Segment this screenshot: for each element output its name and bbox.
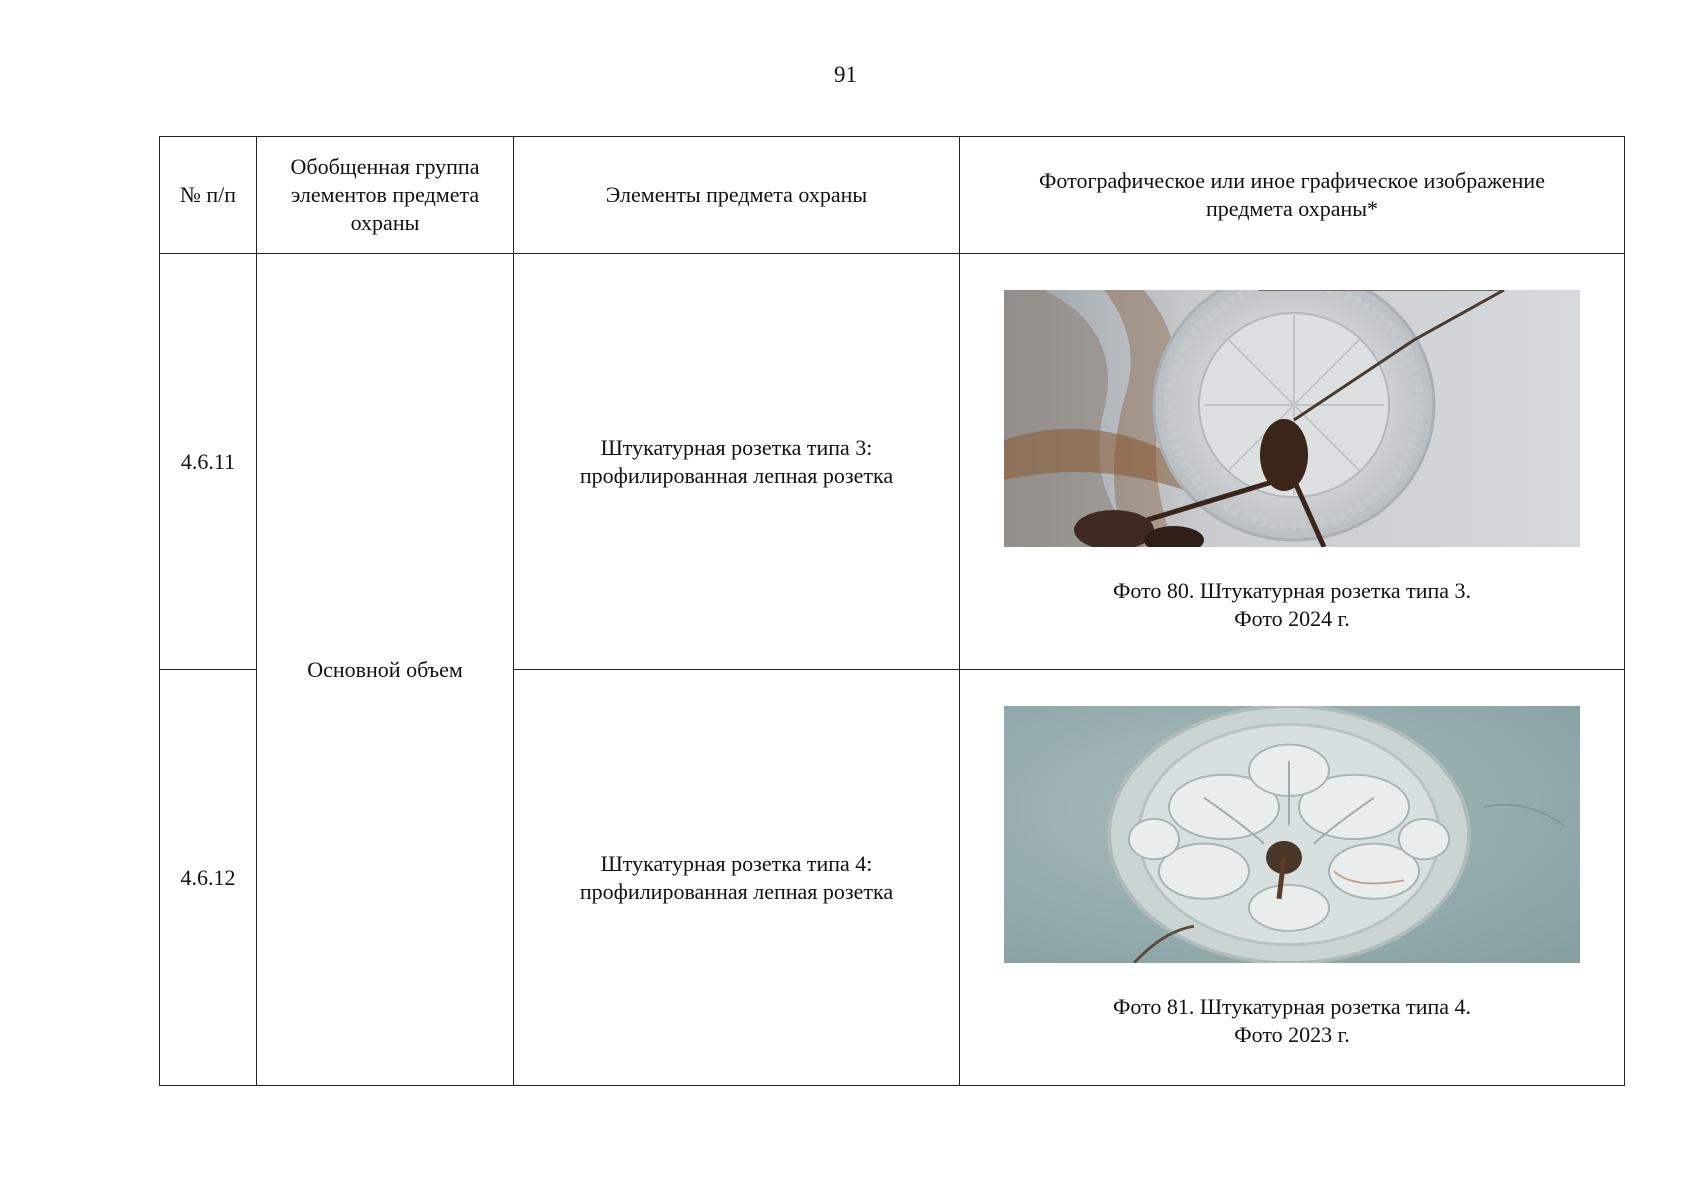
table-row xyxy=(160,254,1625,670)
photo-cell xyxy=(960,254,1625,670)
photo-rosette-type-3 xyxy=(1004,290,1580,547)
table-header-row xyxy=(160,137,1625,254)
header-image: Фотографическое или иное графическое изображение предмета охраны* xyxy=(960,137,1625,254)
photo-rosette-type-4 xyxy=(1004,706,1580,963)
photo-cell xyxy=(960,670,1625,1086)
header-elements: Элементы предмета охраны xyxy=(514,137,960,254)
page-number: 91 xyxy=(834,62,857,87)
row-num: 4.6.11 xyxy=(160,254,257,670)
element-cell: Штукатурная розетка типа 4: профилированная лепная розетка xyxy=(514,670,960,1086)
photo-caption: Фото 80. Штукатурная розетка типа 3. Фото 2024 г. xyxy=(1112,578,1472,631)
group-cell: Основной объем xyxy=(257,254,514,1086)
header-group: Обобщенная группа элементов предмета охраны xyxy=(257,137,514,254)
protection-table xyxy=(159,136,1625,1086)
header-num: № п/п xyxy=(160,137,257,254)
photo-caption: Фото 81. Штукатурная розетка типа 4. Фото 2023 г. xyxy=(1112,994,1472,1047)
row-num: 4.6.12 xyxy=(160,670,257,1086)
element-cell: Штукатурная розетка типа 3: профилированная лепная розетка xyxy=(514,254,960,670)
